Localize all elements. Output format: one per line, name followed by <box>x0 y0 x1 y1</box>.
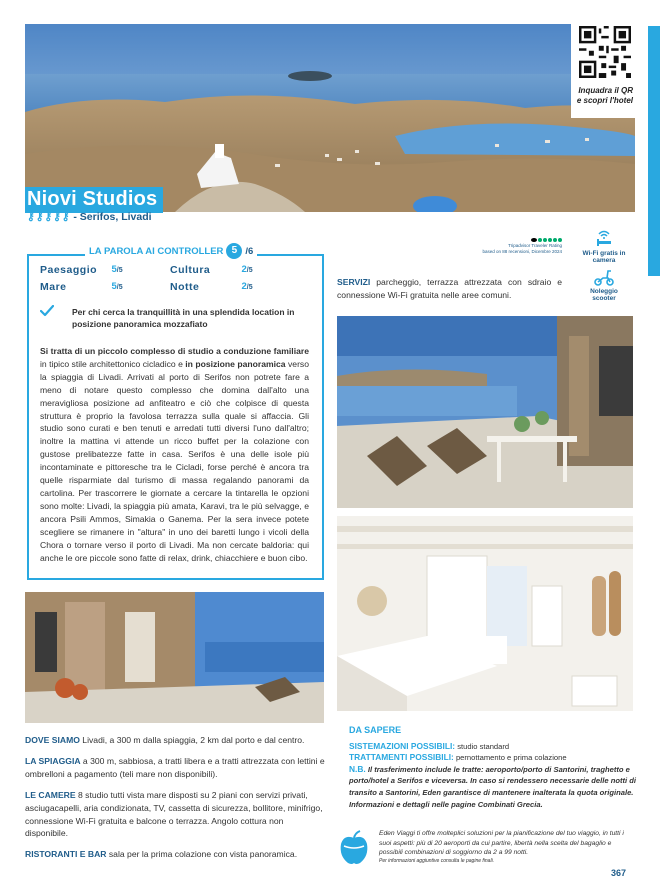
check-icon <box>40 305 54 317</box>
score-label: Notte <box>170 280 200 293</box>
tripadvisor-bubbles-icon <box>478 238 562 242</box>
hotel-subtitle <box>27 211 152 223</box>
eden-apple-icon <box>338 830 370 866</box>
nb-text: Il trasferimento include le tratte: aeroporto/porto di Santorini, traghetto e porto/hotel a Serifos e viceversa. In caso si rendessero necessarie delle notti di transito a Santorini, Eden garantisce di mantenere inalterata la quota originale. Informazioni e dettagli nelle pagine Combinati Grecia. <box>349 764 636 809</box>
qr-panel <box>571 24 635 118</box>
hotel-name: Niovi Studios <box>25 187 163 213</box>
accommodation-row <box>349 741 637 753</box>
board-row <box>349 752 637 764</box>
scooter-label: Noleggio scooter <box>590 288 618 302</box>
wifi-bed-icon <box>594 228 614 248</box>
services-text <box>337 276 562 302</box>
score-grid <box>40 261 300 295</box>
wifi-service <box>581 228 627 264</box>
exterior-photo <box>25 592 324 723</box>
description-text: in tipico stile architettonico cicladico e <box>40 358 186 369</box>
detail-text: a 300 m, sabbiosa, a tratti libera e a tratti attrezzata con lettini e ombrelloni a pagamento (teli mare non disponibili). <box>25 755 325 779</box>
page-number: 367 <box>611 868 627 878</box>
detail-label: DOVE SIAMO <box>25 735 80 745</box>
hotel-details <box>25 734 325 869</box>
accommodation-value: studio standard <box>455 741 510 751</box>
score-value: 5/5 <box>111 281 123 292</box>
controller-score-badge: 5 <box>226 243 242 259</box>
key-rating: ⚷⚷⚷⚷⚷ <box>27 211 71 223</box>
hero-photo <box>25 24 635 212</box>
tripadvisor-rating <box>478 238 562 255</box>
description-text: verso la spiaggia di Livadi. Arrivati al porto di Serifos non potrete fare a meno di notare questo complesso che domina dall'alto una meravigliosa posizione ad anfiteatro e ciò che colpisce di questa struttura è proprio la favolosa terrazza sulla quale si affaccia. Gli studio sono curati e ben tenuti e arredati tutti diversi l'uno dall'altro; inoltre la mattina vi attende un ricco buffet per la colazione con gustose prelibatezze fatte in casa. Serifos è una delle isole più incontaminate e pittoresche tra le Cicladi, forse perché è ancora tra quelle risparmiate dal turismo di massa regalando panorami da cartolina. Per trascorrere le giornate a cercare la tintarella le opzioni sono molte: Livadi, la spiaggia più amata, Karavi, tra le più selvagge, e ancora Psili Ammos, Simakia o Ganema. Per la sera invece potete scegliere se rimanere in "altura" in uno dei baretti lungo i vicoli della Chora o tornare verso il porto di Livadi. Ma non cercate baldoria: qui anche le ore piccole sono fatte di relax, drink, chiacchiere e buon cibo. <box>40 358 310 563</box>
hotel-description <box>40 345 309 564</box>
description-lead: Si tratta di un piccolo complesso di studio a conduzione familiare <box>40 346 309 356</box>
scooter-service <box>581 268 627 302</box>
terrace-photo <box>337 316 633 508</box>
hotel-location: - Serifos, Livadi <box>73 211 152 223</box>
wifi-label: Wi-Fi gratis in camera <box>582 250 626 264</box>
score-label: Cultura <box>170 263 211 276</box>
detail-label: LA SPIAGGIA <box>25 755 81 766</box>
nb-label: N.B. <box>349 763 366 774</box>
tripadvisor-label: Tripadvisor Traveler Rating <box>508 243 562 248</box>
detail-label: RISTORANTI E BAR <box>25 849 107 860</box>
score-value: 2/5 <box>241 281 253 292</box>
detail-text: 8 studio tutti vista mare disposti su 2 piani con servizi privati, asciugacapelli, aria condizionata, TV, cassetta di sicurezza, bollitore, minifrigo, connessione Wi-Fi gratuita e balcone o terrazza. Angolo cottura non disponibile. <box>25 789 323 839</box>
controller-heading-label: LA PAROLA AI CONTROLLER <box>89 245 224 257</box>
detail-label: LE CAMERE <box>25 789 76 800</box>
footer-note: Eden Viaggi ti offre molteplici soluzioni per la pianificazione del tuo viaggio, in tutti i suoi aspetti: più di 20 aeroporti da cui partire, libertà nella scelta del bagaglio e possibili combinazioni di soggiorno da 2 a 99 notti. <box>379 830 624 856</box>
controller-score-den: /6 <box>245 245 254 257</box>
nb-row <box>349 764 637 810</box>
tripadvisor-reviews: based on 88 recensioni, Dicembre 2024 <box>482 249 562 254</box>
detail-text: sala per la prima colazione con vista panoramica. <box>106 849 298 860</box>
board-value: pernottamento e prima colazione <box>453 753 567 763</box>
score-label: Paesaggio <box>40 263 98 276</box>
da-sapere-section <box>349 725 637 810</box>
scooter-icon <box>593 268 615 286</box>
score-value: 5/5 <box>111 264 123 275</box>
controller-heading <box>85 243 257 259</box>
da-sapere-heading: DA SAPERE <box>349 725 402 735</box>
score-label: Mare <box>40 280 67 293</box>
footer-small-note: Per informazioni aggiuntive consulta le pagine finali. <box>379 858 495 864</box>
accommodation-label: SISTEMAZIONI POSSIBILI: <box>349 740 456 751</box>
services-label: SERVIZI <box>337 277 371 287</box>
detail-beach <box>25 755 325 781</box>
detail-restaurants <box>25 848 325 861</box>
score-row <box>40 261 300 278</box>
detail-location <box>25 734 325 747</box>
services-value: parcheggio, terrazza attrezzata con sdraio e connessione Wi-Fi gratuita nelle aree comuni. <box>337 277 562 300</box>
side-tab <box>648 26 660 276</box>
controller-tagline: Per chi cerca la tranquillità in una splendida location in posizione panoramica mozzafiato <box>72 307 295 329</box>
detail-rooms <box>25 789 325 841</box>
score-row <box>40 278 300 295</box>
detail-text: Livadi, a 300 m dalla spiaggia, 2 km dal porto e dal centro. <box>79 735 305 745</box>
room-photo <box>337 516 633 711</box>
description-highlight: in posizione panoramica <box>185 358 286 369</box>
qr-code[interactable] <box>579 26 631 78</box>
board-label: TRATTAMENTI POSSIBILI: <box>349 752 454 763</box>
qr-caption: Inquadra il QR e scopri l'hotel <box>576 86 633 105</box>
score-value: 2/5 <box>241 264 253 275</box>
